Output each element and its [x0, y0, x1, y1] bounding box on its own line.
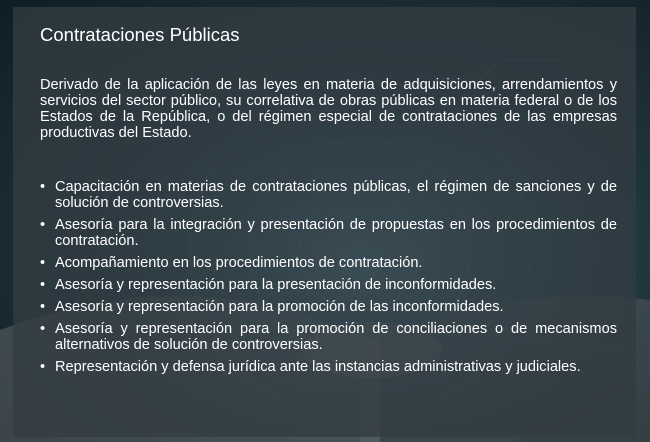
bullet-icon: •	[40, 255, 46, 271]
bullet-icon: •	[40, 321, 46, 337]
bullet-icon: •	[40, 277, 46, 293]
bullet-icon: •	[40, 217, 46, 233]
list-item	[40, 277, 617, 293]
list-item-text: Asesoría y representación para la presentación de inconformidades.	[55, 277, 497, 293]
list-item	[40, 321, 617, 353]
list-item	[40, 359, 617, 375]
list-item	[40, 217, 617, 249]
list-item-text: Acompañamiento en los procedimientos de contratación.	[55, 255, 423, 271]
bullet-icon: •	[40, 299, 46, 315]
list-item-text: Asesoría y representación para la promoción de conciliaciones o de mecanismos alternativos de solución de controversias.	[55, 321, 617, 353]
section-title: Contrataciones Públicas	[40, 24, 240, 45]
bullet-icon: •	[40, 359, 46, 375]
intro-paragraph: Derivado de la aplicación de las leyes en materia de adquisiciones, arrendamientos y servicios del sector público, su correlativa de obras públicas en materia federal o de los Estados de la República, o del régimen especial de contrataciones de las empresas productivas del Estado.	[40, 77, 617, 141]
list-item	[40, 179, 617, 211]
content-panel	[13, 7, 636, 437]
list-item-text: Representación y defensa jurídica ante las instancias administrativas y judiciales.	[55, 359, 581, 375]
bullet-icon: •	[40, 179, 46, 195]
services-list	[40, 179, 617, 381]
list-item-text: Capacitación en materias de contrataciones públicas, el régimen de sanciones y de solución de controversias.	[55, 179, 617, 211]
list-item	[40, 299, 617, 315]
list-item-text: Asesoría y representación para la promoción de las inconformidades.	[55, 299, 504, 315]
list-item	[40, 255, 617, 271]
list-item-text: Asesoría para la integración y presentación de propuestas en los procedimientos de contratación.	[55, 217, 617, 249]
